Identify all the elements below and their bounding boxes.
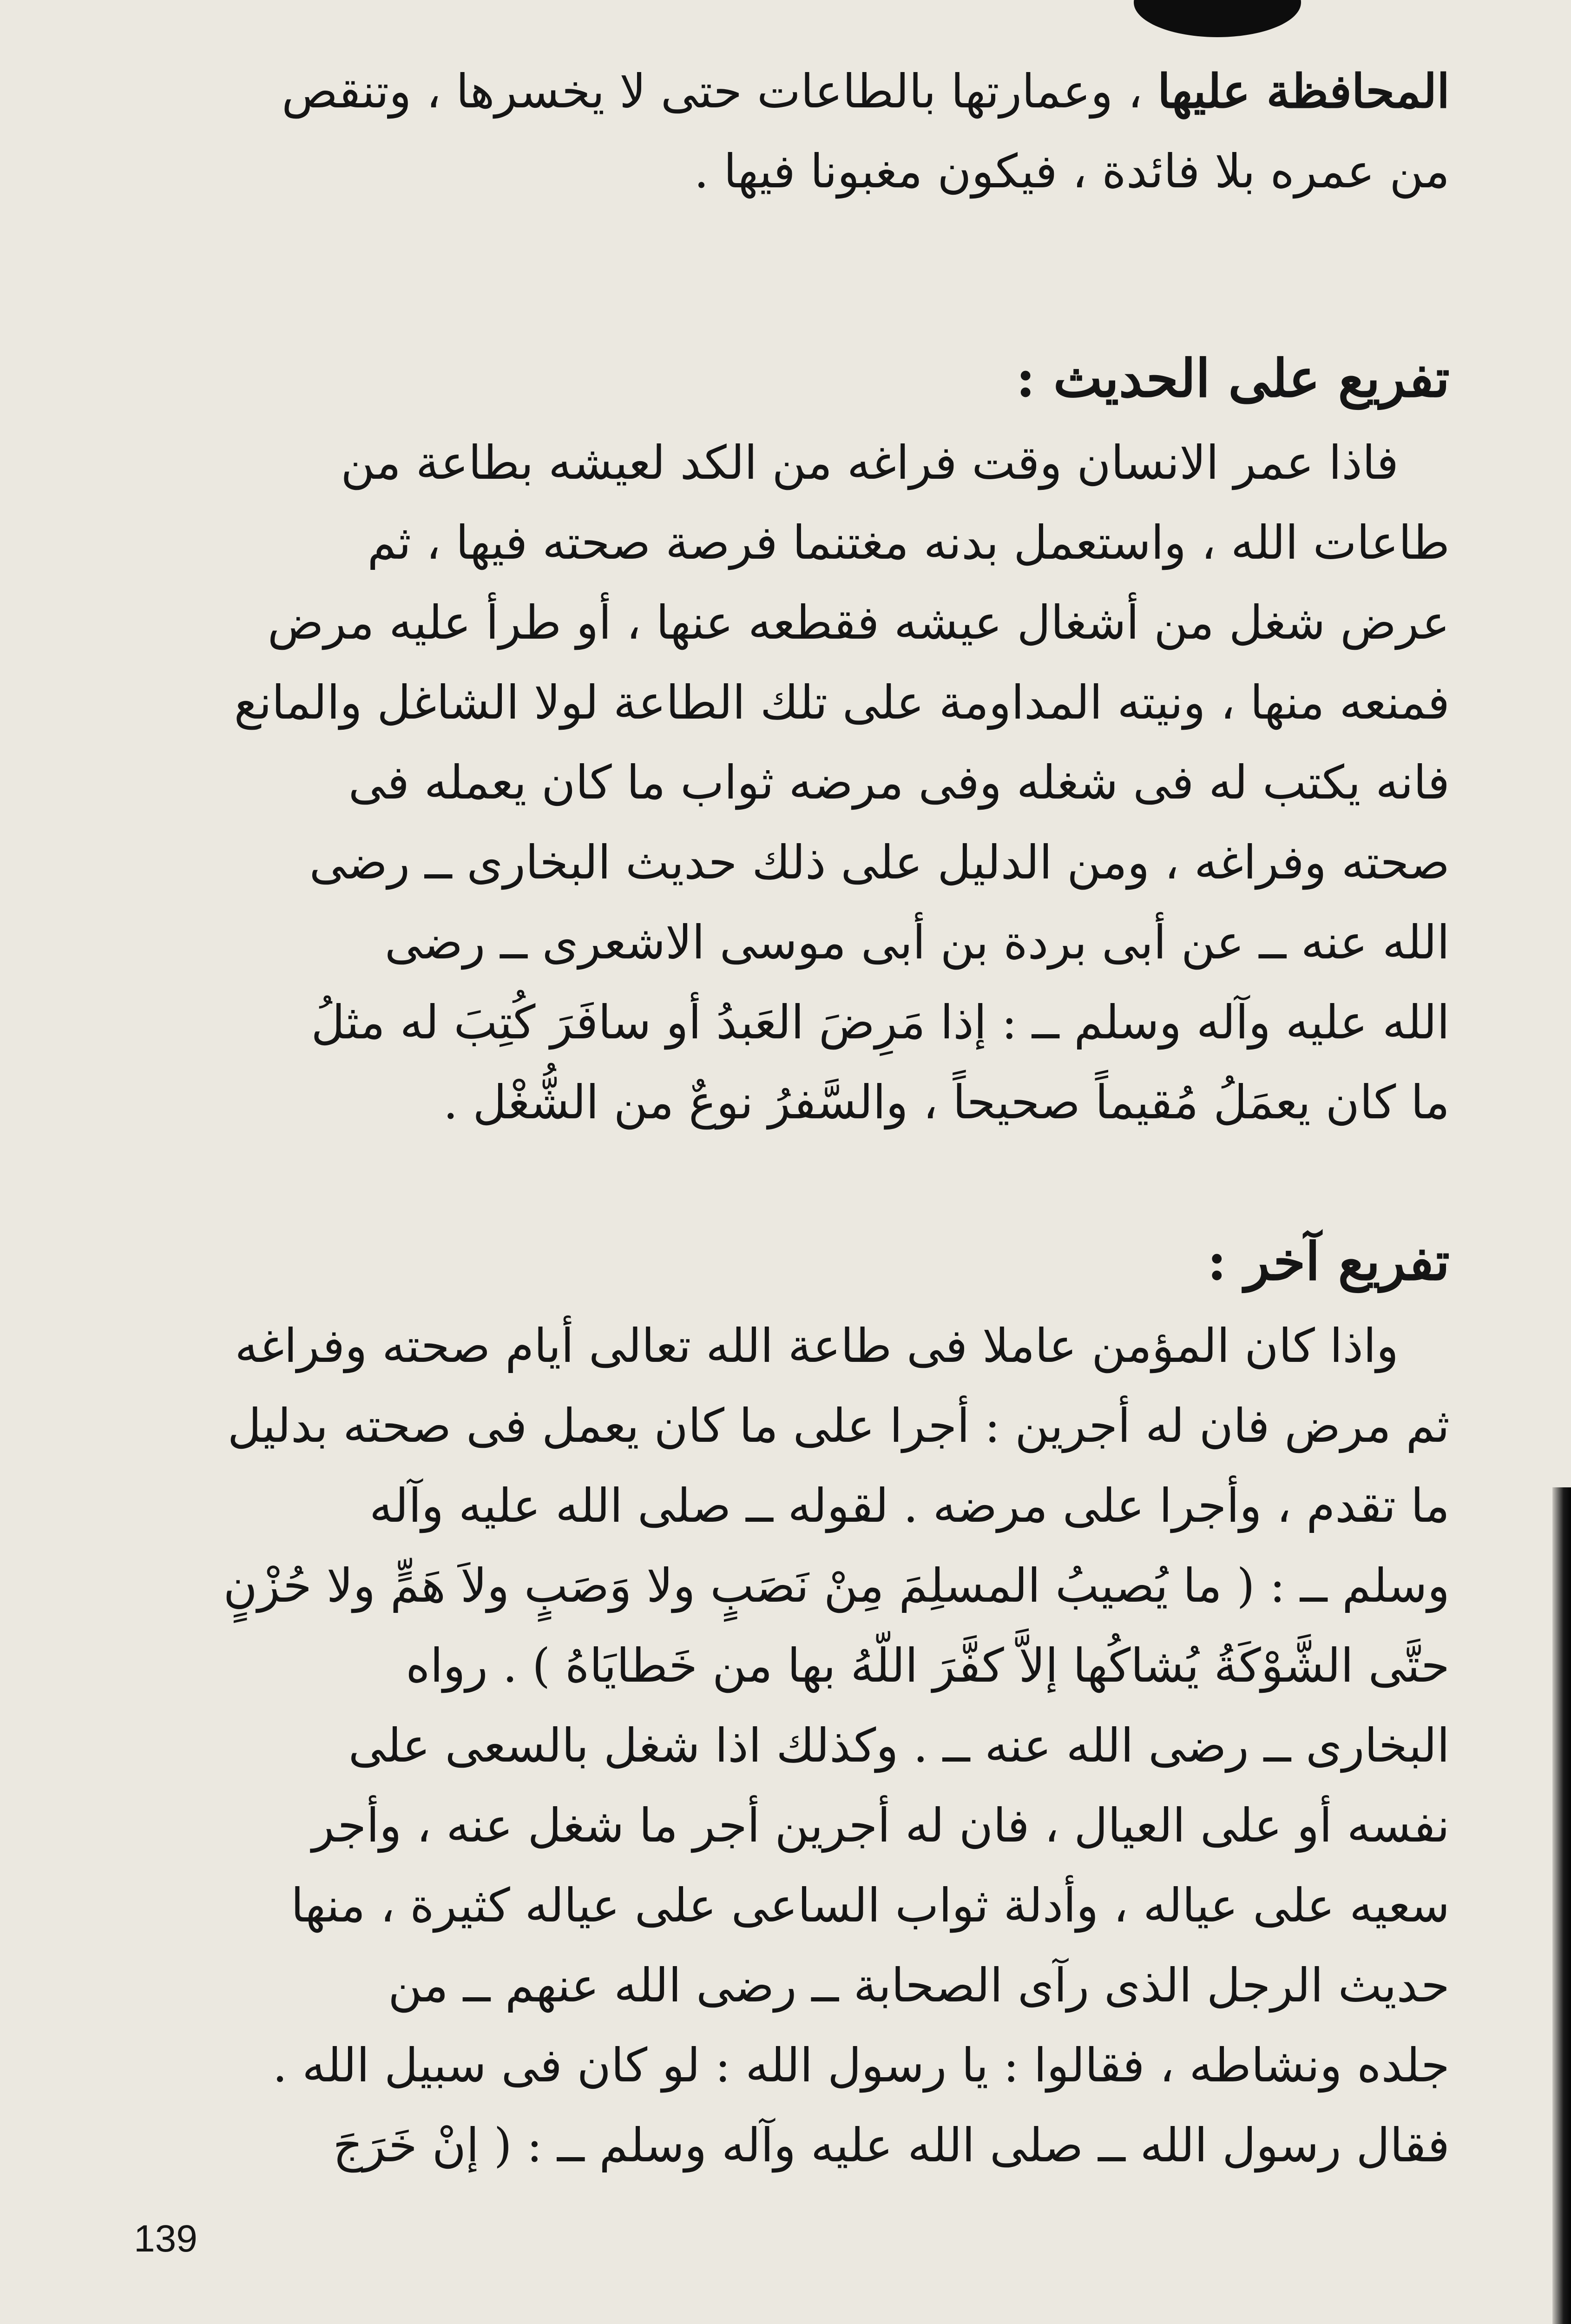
- paragraph-line: سعيه على عياله ، وأدلة ثواب الساعى على عياله كثيرة ، منها: [291, 1878, 1450, 1933]
- paragraph-line: حتَّى الشَّوْكَةُ يُشاكُها إلاَّ كفَّرَ اللّهُ بها من خَطايَاهُ ) . رواه: [406, 1638, 1450, 1693]
- paragraph-line: فقال رسول الله ــ صلى الله عليه وآله وسلم ــ : ( إنْ خَرَجَ: [333, 2118, 1450, 2172]
- paragraph-line: ما تقدم ، وأجرا على مرضه . لقوله ــ صلى الله عليه وآله: [369, 1479, 1450, 1533]
- section-second-derivation: [153, 1218, 1450, 2185]
- paragraph-line: نفسه أو على العيال ، فان له أجرين أجر ما شغل عنه ، وأجر: [312, 1798, 1450, 1853]
- bold-phrase: المحافظة عليها: [1157, 64, 1450, 119]
- scan-page-edge-shadow: [1552, 1487, 1571, 2324]
- paragraph-line: المحافظة عليها ، وعمارتها بالطاعات حتى لا يخسرها ، وتنقص: [282, 64, 1450, 119]
- page-number: 139: [134, 2218, 197, 2260]
- section-first-derivation: [153, 335, 1450, 1142]
- scan-ink-blot: [1134, 0, 1301, 37]
- paragraph-line: من عمره بلا فائدة ، فيكون مغبونا فيها .: [694, 144, 1450, 198]
- paragraph-line: واذا كان المؤمن عاملا فى طاعة الله تعالى أيام صحته وفراغه: [235, 1319, 1399, 1373]
- paragraph-line: فانه يكتب له فى شغله وفى مرضه ثواب ما كان يعمله فى: [348, 755, 1450, 810]
- paragraph-line: فاذا عمر الانسان وقت فراغه من الكد لعيشه بطاعة من: [341, 436, 1399, 490]
- paragraph-line: فمنعه منها ، ونيته المداومة على تلك الطاعة لولا الشاغل والمانع: [234, 675, 1450, 730]
- paragraph-line: الله عليه وآله وسلم ــ : إذا مَرِضَ العَبدُ أو سافَرَ كُتِبَ له مثلُ: [311, 995, 1450, 1050]
- paragraph-line: صحته وفراغه ، ومن الدليل على ذلك حديث البخارى ــ رضى: [309, 835, 1450, 890]
- paragraph-line: طاعات الله ، واستعمل بدنه مغتنما فرصة صحته فيها ، ثم: [367, 515, 1450, 570]
- top-paragraph: [153, 51, 1450, 211]
- paragraph-line: الله عنه ــ عن أبى بردة بن أبى موسى الاشعرى ــ رضى: [384, 915, 1450, 970]
- paragraph-line: ما كان يعمَلُ مُقيماً صحيحاً ، والسَّفرُ نوعٌ من الشُّغْل .: [443, 1075, 1450, 1129]
- paragraph-line: حديث الرجل الذى رآى الصحابة ــ رضى الله عنهم ــ من: [388, 1958, 1450, 2013]
- paragraph-line: وسلم ــ : ( ما يُصيبُ المسلِمَ مِنْ نَصَبٍ ولا وَصَبٍ ولاَ هَمٍّ ولا حُزْنٍ: [223, 1558, 1450, 1613]
- section-heading: تفريع على الحديث :: [1016, 348, 1450, 409]
- section-heading: تفريع آخر :: [1207, 1231, 1450, 1292]
- paragraph-line: عرض شغل من أشغال عيشه فقطعه عنها ، أو طرأ عليه مرض: [267, 595, 1450, 650]
- paragraph-line: جلده ونشاطه ، فقالوا : يا رسول الله : لو كان فى سبيل الله .: [272, 2038, 1450, 2093]
- paragraph-line: ثم مرض فان له أجرين : أجرا على ما كان يعمل فى صحته بدليل: [227, 1399, 1450, 1453]
- paragraph-line: البخارى ــ رضى الله عنه ــ . وكذلك اذا شغل بالسعى على: [348, 1718, 1450, 1773]
